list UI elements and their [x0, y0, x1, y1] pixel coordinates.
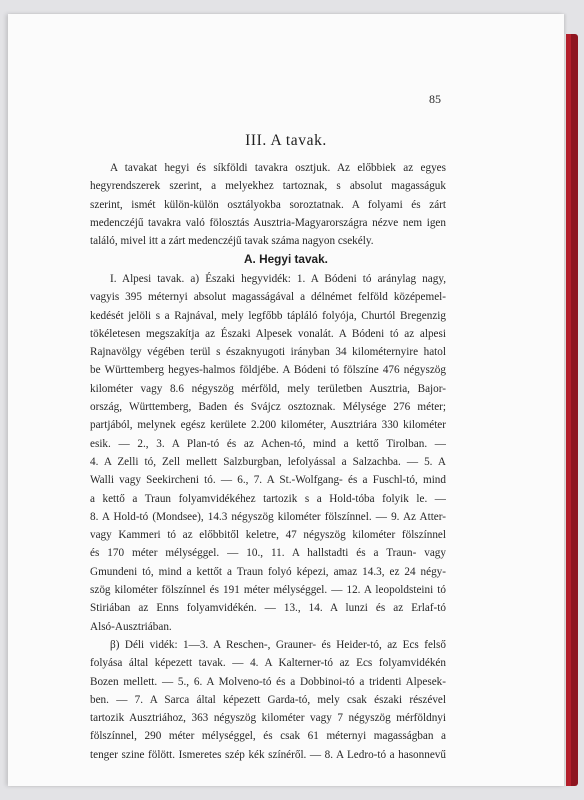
text-line: 4. A Zelli tó, Zell mellett Salzburgban, lefolyással a Salzachba. — 5. A	[90, 455, 446, 468]
book-page	[8, 14, 564, 786]
text-line: folyása által képezett tavak. — 4. A Kalterner-tó az Ecs folyamvidékén	[90, 657, 446, 670]
text-line: be Württemberg hegyes-halmos földjébe. A Bódeni tó fölszíne 476 négyszög	[90, 364, 446, 377]
text-line: kedését jelöli s a Rajnával, mely legfőbb tápláló folyója, Churtól Bregenzig	[90, 309, 446, 322]
text-line: Bozen mellett. — 5., 6. A Molveno-tó és a Dobbinoi-tó a tridenti Alpesek-	[90, 675, 446, 688]
text-line: ben. — 7. A Sarca által képezett Garda-tó, mely csak északi részével	[90, 693, 446, 706]
text-line: és 170 méter mélységgel. — 10., 11. A hallstadti és a Traun- vagy	[90, 547, 446, 560]
text-line: kilométer vagy 8.6 négyszög mérföld, mely területben Ausztria, Bajor-	[90, 382, 446, 395]
text-line: tenger szine fölött. Ismeretes szép kék színéről. — 8. A Ledro-tó a hasonnevű	[90, 748, 446, 761]
text-line: találó, mivel itt a zárt medenczéjű tavak száma nagyon csekély.	[90, 235, 374, 248]
intro-paragraph	[90, 159, 446, 250]
text-line: szerint, ismét külön-külön osztályokba soroztatnak. A folyami és zárt	[90, 198, 446, 211]
text-line: esik. — 2., 3. A Plan-tó és az Achen-tó, mind a kettő Tirolban. —	[90, 437, 446, 450]
text-line: Walli vagy Seekircheni tó. — 6., 7. A St.-Wolfgang- és a Fuschl-tó, mind	[90, 474, 446, 487]
text-line: vagyis 395 méternyi absolut magasságával a délnémet felföld középemel-	[90, 291, 446, 304]
text-line: fölszínnel, 290 méter mélységgel, és csak 61 méternyi magasságban a	[90, 730, 446, 743]
text-line: Gmundeni tó, mind a kettőt a Traun folyó képezi, amaz 14.3, ez 24 négy-	[90, 565, 446, 578]
section-heading: A. Hegyi tavak.	[244, 252, 328, 266]
text-line: partjából, melynek egész kerülete 2.200 kilométer, Ausztriára 330 kilométer	[90, 419, 446, 432]
text-line: vagy Kammeri tó az előbbitől keletre, 47 négyszög kilométer fölszínnel	[90, 529, 446, 542]
text-line: β) Déli vidék: 1—3. A Reschen-, Grauner- és Heider-tó, az Ecs felső	[110, 638, 446, 651]
text-line: A tavakat hegyi és síkföldi tavakra osztjuk. Az előbbiek az egyes	[110, 162, 446, 174]
page-number: 85	[429, 92, 441, 106]
text-line: tökéletesen megszakítja az Északi Alpesek vonalát. A Bódeni tó az alpesi	[90, 327, 446, 340]
text-line: szög kilométer fölszínnel és 191 méter mélységgel. — 12. A leopoldsteini tó	[90, 584, 446, 597]
text-line: I. Alpesi tavak. a) Északi hegyvidék: 1. A Bódeni tó aránylag nagy,	[110, 273, 446, 285]
body-text	[90, 270, 446, 764]
text-line: medenczéjű tavakra való fölosztás Ausztria-Magyarországra nézve nem igen	[90, 216, 446, 229]
text-line: ország, Württemberg, Baden és Svájcz osztoznak. Mélysége 276 méter;	[90, 401, 446, 414]
text-line: a kettő a Traun folyamvidékéhez tartozik s a Hold-tóba folyik le. —	[90, 492, 446, 505]
text-line: tartozik Ausztriához, 363 négyszög kilométer vagy 7 négyszög mérföldnyi	[90, 712, 446, 725]
text-line: Alsó-Ausztriában.	[90, 620, 172, 633]
text-line: 8. A Hold-tó (Mondsee), 14.3 négyszög kilométer fölszínnel. — 9. Az Atter-	[90, 510, 446, 523]
text-line: Stiriában az Enns folyamvidékén. — 13., 14. A lunzi és az Erlaf-tó	[90, 602, 446, 615]
chapter-title: III. A tavak.	[245, 132, 327, 149]
text-line: hegyrendszerek szerint, a melyekhez tartoznak, s absolut magasságuk	[90, 180, 446, 193]
text-line: Rajnavölgy végében terül s északnyugoti irányban 34 kilométernyire hatol	[90, 346, 446, 359]
